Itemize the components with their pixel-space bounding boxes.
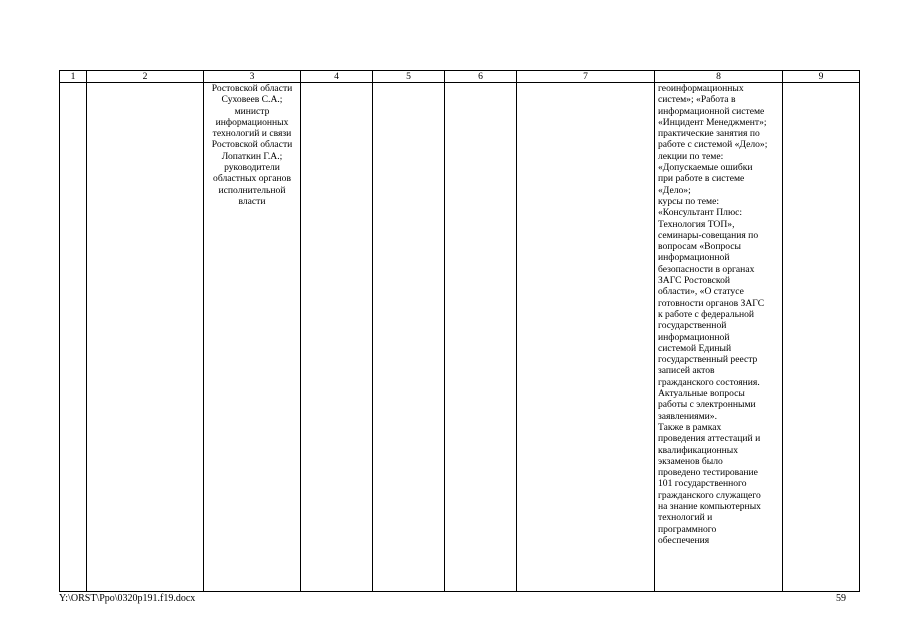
col8-line: на знание компьютерных	[658, 500, 761, 512]
col8-line: «Дело»;	[658, 184, 691, 196]
table-row	[60, 83, 860, 592]
col3-line: технологий и связи	[212, 128, 292, 140]
col8-line: Технология ТОП»,	[658, 218, 735, 230]
col8-line: готовности органов ЗАГС	[658, 297, 765, 309]
col8-line: информационной	[658, 331, 730, 343]
col8-line: работы с электронными	[658, 399, 756, 411]
col8-line: Актуальные вопросы	[658, 388, 745, 400]
col8-line: записей актов	[658, 365, 715, 377]
col3-line: Ростовской области	[211, 139, 293, 151]
col3-line: информационных	[215, 116, 289, 128]
header-cell-3: 3	[204, 71, 301, 83]
col8-line: технологий и	[658, 512, 713, 524]
col8-line: геоинформационных	[658, 83, 744, 94]
col8-line: экзаменов было	[658, 455, 723, 467]
col8-line: проведения аттестаций и	[658, 433, 761, 445]
col8-line: проведено тестирование	[658, 467, 758, 479]
col8-line: к работе с федеральной	[658, 308, 755, 320]
col8-line: программного	[658, 523, 717, 535]
col8-line: курсы по теме:	[658, 195, 719, 207]
col8-line: квалификационных	[658, 444, 739, 456]
col8-line: государственной	[658, 320, 727, 332]
col8-line: «Инцидент Менеджмент»;	[658, 116, 767, 128]
cell-col7	[517, 83, 655, 592]
header-cell-6: 6	[445, 71, 517, 83]
col8-line: семинары-совещания по	[658, 229, 759, 241]
header-cell-9: 9	[783, 71, 860, 83]
header-cell-8: 8	[655, 71, 783, 83]
cell-col8-description	[655, 83, 783, 592]
col8-line: безопасности в органах	[658, 263, 755, 275]
col8-line: при работе в системе	[658, 173, 745, 185]
cell-col4	[301, 83, 373, 592]
header-cell-5: 5	[373, 71, 445, 83]
col3-line: Лопаткин Г.А.;	[221, 150, 283, 162]
col8-line: информационной системе	[658, 105, 765, 117]
col8-line: «Консультант Плюс:	[658, 207, 743, 219]
col3-line: министр	[234, 105, 270, 117]
cell-col6	[445, 83, 517, 592]
cell-col3-responsible	[204, 83, 301, 592]
col8-line: лекции по теме:	[658, 150, 724, 162]
cell-col9	[783, 83, 860, 592]
col8-line: ЗАГС Ростовской	[658, 275, 731, 287]
col8-line: практические занятия по	[658, 128, 760, 140]
col3-line: Суховеев С.А.;	[221, 94, 283, 106]
col3-line: руководители	[224, 162, 280, 174]
col3-line: Ростовской области	[211, 83, 293, 94]
col8-line: Также в рамках	[658, 421, 722, 433]
col3-line: власти	[238, 195, 266, 207]
col8-line: «Допускаемые ошибки	[658, 162, 753, 174]
col8-line: гражданского состояния.	[658, 376, 760, 388]
col8-line: систем»; «Работа в	[658, 94, 736, 106]
col8-line: гражданского служащего	[658, 489, 761, 501]
col8-line: информационной	[658, 252, 730, 264]
header-cell-2: 2	[87, 71, 204, 83]
col3-line: областных органов	[213, 173, 291, 185]
col8-line: работе с системой «Дело»;	[658, 139, 768, 151]
col8-line: государственный реестр	[658, 354, 758, 366]
col8-line: обеспечения	[658, 534, 710, 546]
col8-line: области», «О статусе	[658, 286, 744, 298]
cell-col2	[87, 83, 204, 592]
cell-col1	[60, 83, 87, 592]
col8-line: вопросам «Вопросы	[658, 241, 741, 253]
table-header-row	[60, 71, 860, 83]
header-cell-4: 4	[301, 71, 373, 83]
footer-file-path: Y:\ORST\Ppo\0320p191.f19.docx	[59, 593, 196, 604]
header-cell-7: 7	[517, 71, 655, 83]
cell-col5	[373, 83, 445, 592]
col8-line: системой Единый	[658, 342, 732, 354]
col8-line: 101 государственного	[658, 478, 747, 490]
data-table	[59, 70, 860, 592]
col8-line: заявлениями».	[658, 410, 717, 422]
header-cell-1: 1	[60, 71, 87, 83]
col3-line: исполнительной	[218, 184, 286, 196]
footer-page-number: 59	[836, 593, 846, 604]
